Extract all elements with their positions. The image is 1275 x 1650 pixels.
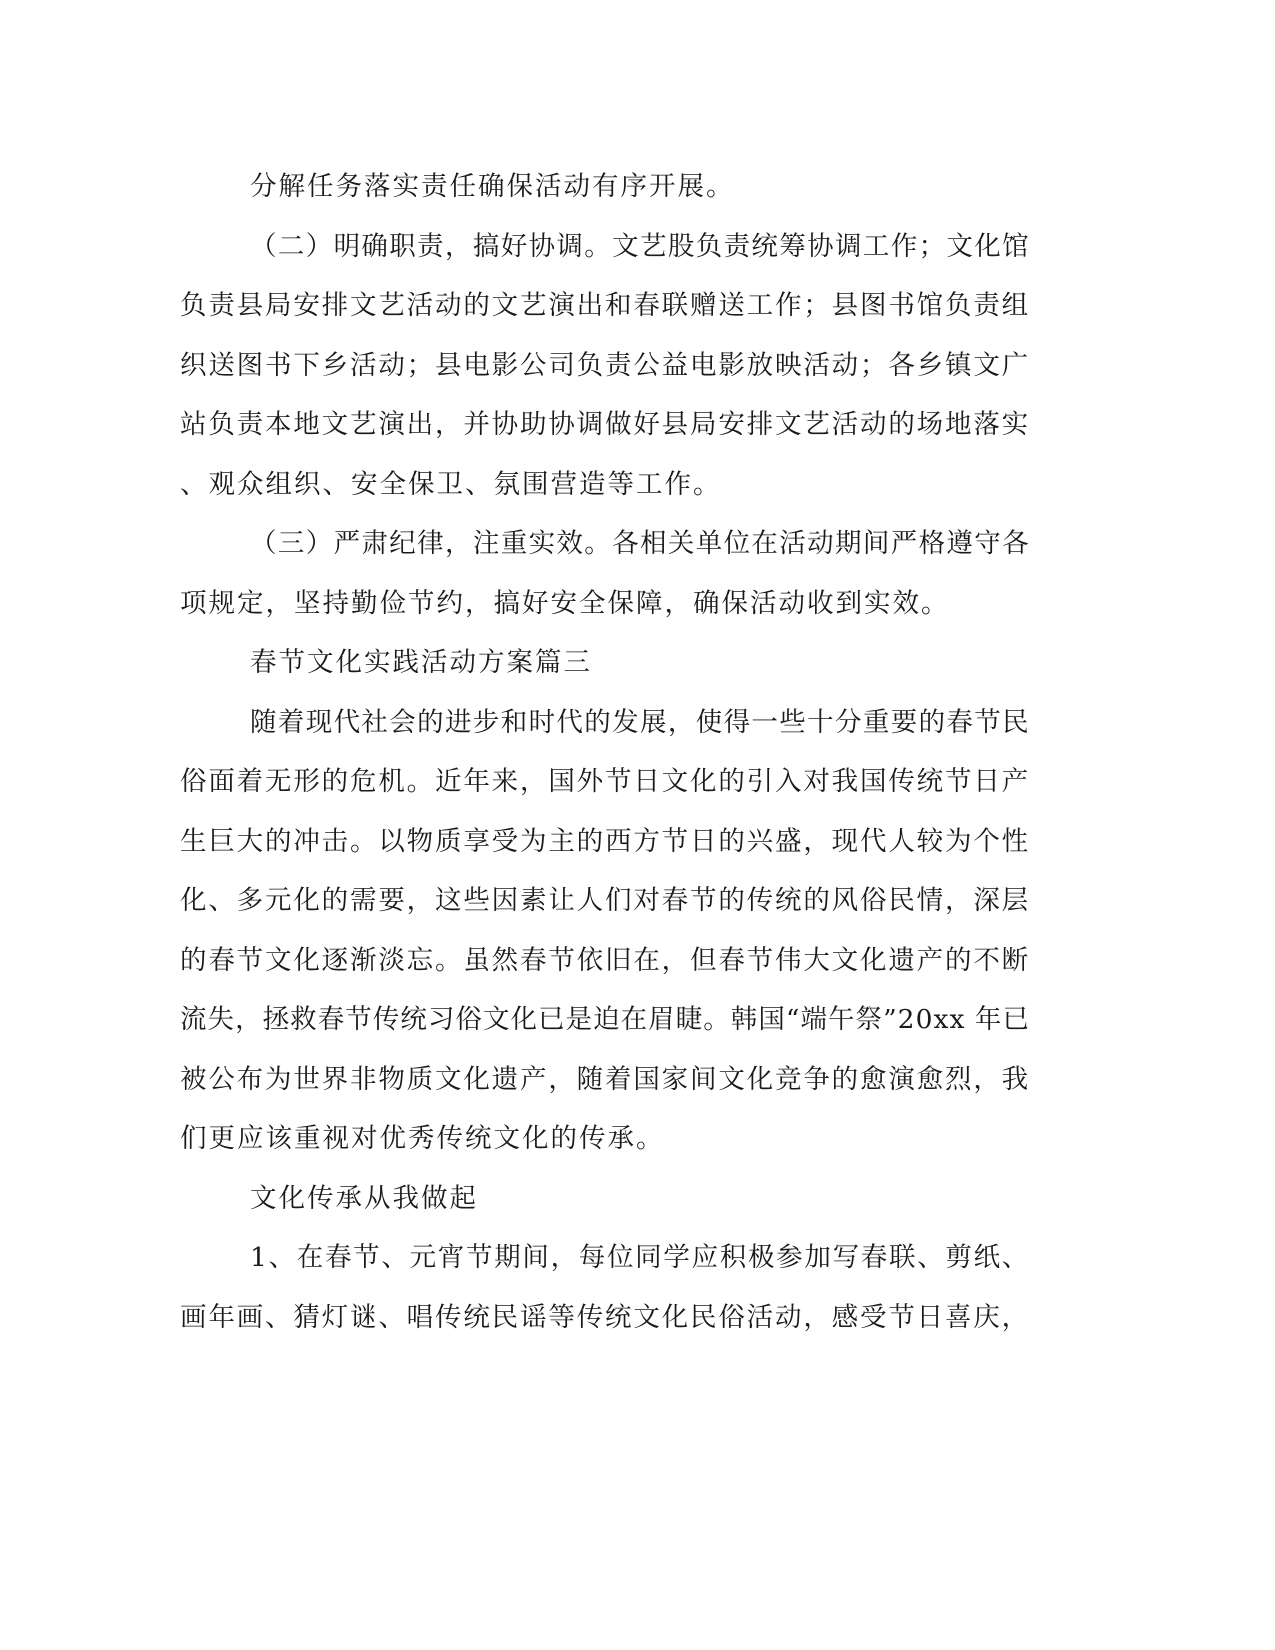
text-line: 1、在春节、元宵节期间，每位同学应积极参加写春联、剪纸、 bbox=[250, 1242, 1030, 1273]
text-line: 流失，拯救春节传统习俗文化已是迫在眉睫。韩国“端午祭”20xx 年已 bbox=[180, 1004, 1030, 1035]
section-heading: 文化传承从我做起 bbox=[250, 1182, 478, 1214]
text-line: 被公布为世界非物质文化遗产，随着国家间文化竞争的愈演愈烈，我 bbox=[180, 1063, 1030, 1095]
text-line: 负责县局安排文艺活动的文艺演出和春联赠送工作；县图书馆负责组 bbox=[180, 290, 1030, 321]
text-line: 、观众组织、安全保卫、氛围营造等工作。 bbox=[180, 468, 722, 500]
text-line: 化、多元化的需要，这些因素让人们对春节的传统的风俗民情，深层 bbox=[180, 885, 1030, 916]
text-line: 分解任务落实责任确保活动有序开展。 bbox=[250, 171, 735, 202]
text-line: 随着现代社会的进步和时代的发展，使得一些十分重要的春节民 bbox=[250, 706, 1030, 738]
text-line: （三）严肃纪律，注重实效。各相关单位在活动期间严格遵守各 bbox=[250, 528, 1030, 559]
document-body bbox=[180, 157, 1030, 1347]
text-line: 画年画、猜灯谜、唱传统民谣等传统文化民俗活动，感受节日喜庆， bbox=[180, 1301, 1030, 1333]
text-line: （二）明确职责，搞好协调。文艺股负责统筹协调工作；文化馆 bbox=[250, 230, 1030, 262]
text-line: 们更应该重视对优秀传统文化的传承。 bbox=[180, 1123, 665, 1154]
text-line: 生巨大的冲击。以物质享受为主的西方节日的兴盛，现代人较为个性 bbox=[180, 825, 1030, 857]
section-heading: 春节文化实践活动方案篇三 bbox=[250, 647, 592, 678]
text-line: 织送图书下乡活动；县电影公司负责公益电影放映活动；各乡镇文广 bbox=[180, 349, 1030, 381]
text-line: 站负责本地文艺演出，并协助协调做好县局安排文艺活动的场地落实 bbox=[180, 409, 1030, 440]
text-line: 俗面着无形的危机。近年来，国外节日文化的引入对我国传统节日产 bbox=[180, 766, 1030, 797]
text-line: 的春节文化逐渐淡忘。虽然春节依旧在，但春节伟大文化遗产的不断 bbox=[180, 944, 1030, 976]
text-line: 项规定，坚持勤俭节约，搞好安全保障，确保活动收到实效。 bbox=[180, 587, 950, 619]
